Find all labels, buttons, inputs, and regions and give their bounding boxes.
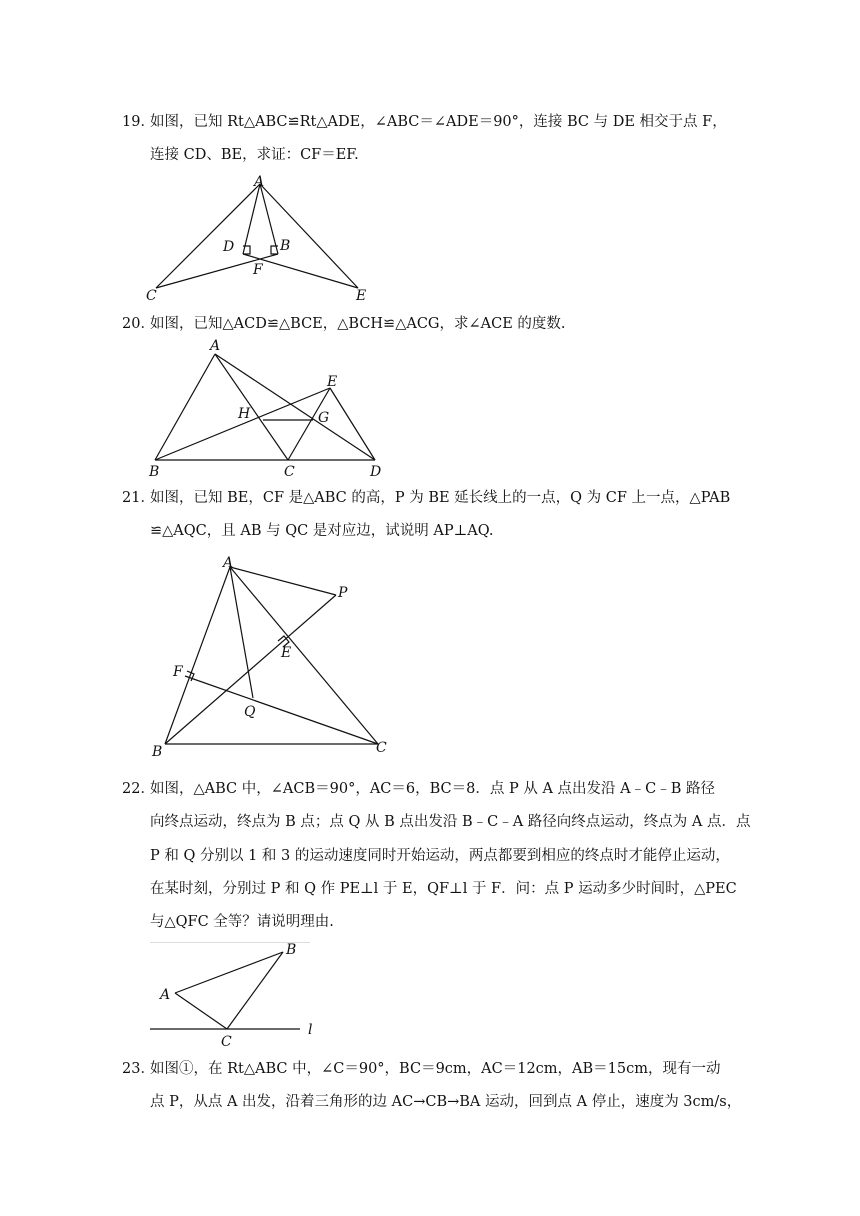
problem-21-text-line1: 如图，已知 BE，CF 是△ABC 的高，P 为 BE 延长线上的一点，Q 为 CF 上一点，△PAB bbox=[150, 490, 731, 506]
segment-ED bbox=[330, 388, 375, 460]
label-A: A bbox=[223, 555, 234, 571]
label-F: F bbox=[253, 262, 263, 278]
label-D: D bbox=[223, 239, 235, 255]
label-B: B bbox=[149, 464, 160, 480]
problem-22-text-line3: P 和 Q 分别以 1 和 3 的运动速度同时开始运动，两点都要到相应的终点时才能停止运动， bbox=[150, 848, 730, 864]
problem-20-number: 20． bbox=[122, 316, 155, 332]
label-G: G bbox=[318, 410, 330, 426]
label-A: A bbox=[210, 338, 221, 354]
label-E: E bbox=[327, 374, 338, 390]
label-F: F bbox=[173, 664, 183, 680]
label-C: C bbox=[284, 464, 295, 480]
segment-BE bbox=[155, 388, 330, 460]
label-C: C bbox=[221, 1034, 232, 1050]
label-E: E bbox=[281, 645, 292, 661]
segment-CB bbox=[227, 952, 283, 1029]
segment-AB bbox=[155, 354, 215, 460]
problem-21-text-line2: ≌△AQC，且 AB 与 QC 是对应边，试说明 AP⊥AQ. bbox=[150, 523, 494, 539]
label-A: A bbox=[160, 987, 171, 1003]
segment-AC bbox=[215, 354, 288, 460]
label-l: l bbox=[308, 1022, 313, 1038]
label-Q: Q bbox=[244, 704, 256, 720]
problem-23-text-line2: 点 P，从点 A 出发，沿着三角形的边 AC→CB→BA 运动，回到点 A 停止，速度为 3cm/s， bbox=[150, 1094, 742, 1110]
problem-20-figure bbox=[140, 336, 400, 481]
label-H: H bbox=[238, 406, 251, 422]
label-B: B bbox=[286, 942, 297, 958]
segment-AC bbox=[156, 184, 260, 288]
problem-22-text-line1: 如图，△ABC 中，∠ACB＝90°，AC＝6，BC＝8．点 P 从 A 点出发沿 A﹣C﹣B 路径 bbox=[150, 781, 715, 797]
segment-AP bbox=[230, 567, 336, 595]
segment-AQ bbox=[230, 567, 253, 698]
problem-23-number: 23． bbox=[122, 1061, 155, 1077]
problem-19-figure bbox=[140, 170, 380, 305]
problem-21-figure bbox=[140, 550, 400, 760]
problem-21-number: 21． bbox=[122, 490, 155, 506]
segment-BP bbox=[165, 595, 336, 744]
label-E: E bbox=[356, 288, 367, 304]
label-C: C bbox=[376, 740, 387, 756]
segment-AB bbox=[175, 952, 283, 993]
segment-AE bbox=[260, 184, 358, 288]
problem-22-text-line4: 在某时刻，分别过 P 和 Q 作 PE⊥l 于 E，QF⊥l 于 F．问：点 P 运动多少时间时，△PEC bbox=[150, 881, 737, 897]
segment-AB bbox=[260, 184, 278, 254]
problem-22-figure bbox=[140, 940, 340, 1050]
problem-23-text-line1: 如图①，在 Rt△ABC 中，∠C＝90°，BC＝9cm，AC＝12cm，AB＝15cm，现有一动 bbox=[150, 1061, 721, 1077]
segment-AD bbox=[243, 184, 260, 254]
problem-20-text-line1: 如图，已知△ACD≌△BCE，△BCH≌△ACG，求∠ACE 的度数. bbox=[150, 316, 566, 332]
label-B: B bbox=[152, 744, 163, 760]
segment-AC bbox=[175, 993, 227, 1029]
problem-19-text-line2: 连接 CD、BE，求证：CF＝EF. bbox=[150, 147, 359, 163]
label-C: C bbox=[146, 288, 157, 304]
problem-19-text-line1: 如图，已知 Rt△ABC≌Rt△ADE，∠ABC＝∠ADE＝90°，连接 BC 与 DE 相交于点 F， bbox=[150, 114, 727, 130]
problem-19-number: 19． bbox=[122, 114, 155, 130]
label-A: A bbox=[254, 174, 265, 190]
problem-22-text-line2: 向终点运动，终点为 B 点；点 Q 从 B 点出发沿 B﹣C﹣A 路径向终点运动，终点为 A 点．点 bbox=[150, 814, 751, 830]
segment-AB bbox=[165, 567, 230, 744]
label-D: D bbox=[370, 464, 382, 480]
label-B: B bbox=[280, 238, 291, 254]
label-P: P bbox=[338, 585, 348, 601]
problem-22-text-line5: 与△QFC 全等？请说明理由. bbox=[150, 914, 334, 930]
problem-22-number: 22． bbox=[122, 781, 155, 797]
